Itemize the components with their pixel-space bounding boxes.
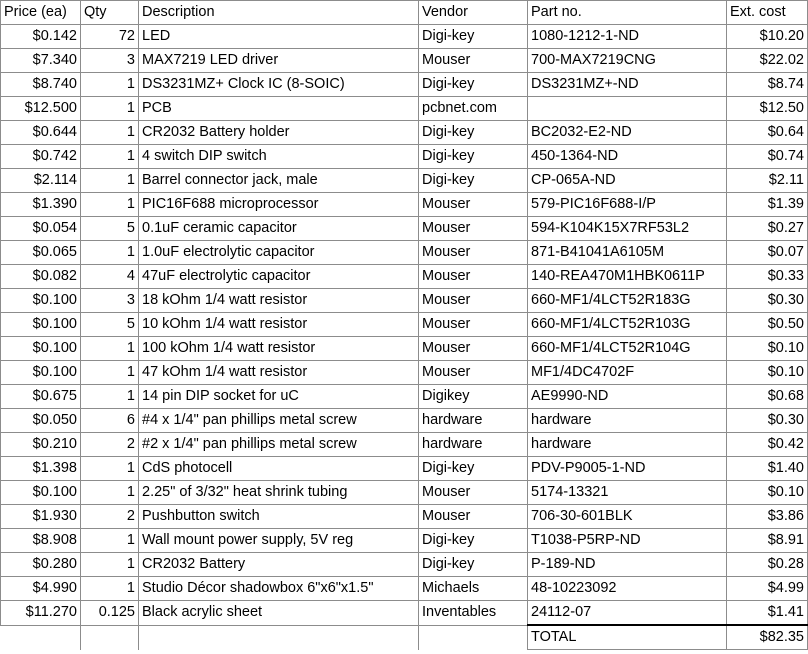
ext-cost-cell: $0.74: [727, 145, 808, 169]
total-label: TOTAL: [528, 625, 727, 650]
description-cell: CR2032 Battery holder: [139, 121, 419, 145]
ext-cost-cell: $0.10: [727, 337, 808, 361]
qty-cell: 1: [81, 169, 139, 193]
blank-cell: [1, 625, 81, 650]
qty-cell: 5: [81, 217, 139, 241]
ext-cost-cell: $0.68: [727, 385, 808, 409]
part-no-cell: 5174-13321: [528, 481, 727, 505]
table-row: [1, 49, 808, 73]
table-row: [1, 409, 808, 433]
part-no-cell: 1080-1212-1-ND: [528, 25, 727, 49]
description-cell: #4 x 1/4" pan phillips metal screw: [139, 409, 419, 433]
ext-cost-cell: $0.64: [727, 121, 808, 145]
table-row: [1, 289, 808, 313]
table-row: [1, 313, 808, 337]
part-no-cell: 700-MAX7219CNG: [528, 49, 727, 73]
qty-cell: 3: [81, 289, 139, 313]
price-cell: $0.082: [1, 265, 81, 289]
table-row: [1, 529, 808, 553]
vendor-cell: Inventables: [419, 601, 528, 626]
qty-cell: 72: [81, 25, 139, 49]
qty-cell: 6: [81, 409, 139, 433]
header-ext-cost: Ext. cost: [727, 1, 808, 25]
qty-cell: 0.125: [81, 601, 139, 626]
description-cell: 4 switch DIP switch: [139, 145, 419, 169]
ext-cost-cell: $0.28: [727, 553, 808, 577]
vendor-cell: Michaels: [419, 577, 528, 601]
header-description: Description: [139, 1, 419, 25]
header-row: [1, 1, 808, 25]
price-cell: $7.340: [1, 49, 81, 73]
price-cell: $2.114: [1, 169, 81, 193]
description-cell: Barrel connector jack, male: [139, 169, 419, 193]
vendor-cell: Mouser: [419, 505, 528, 529]
table-row: [1, 169, 808, 193]
qty-cell: 1: [81, 97, 139, 121]
table-row: [1, 505, 808, 529]
header-vendor: Vendor: [419, 1, 528, 25]
blank-cell: [419, 625, 528, 650]
qty-cell: 1: [81, 385, 139, 409]
qty-cell: 4: [81, 265, 139, 289]
description-cell: 18 kOhm 1/4 watt resistor: [139, 289, 419, 313]
qty-cell: 1: [81, 481, 139, 505]
table-row: [1, 97, 808, 121]
table-row: [1, 265, 808, 289]
header-part-no: Part no.: [528, 1, 727, 25]
part-no-cell: MF1/4DC4702F: [528, 361, 727, 385]
ext-cost-cell: $0.30: [727, 409, 808, 433]
ext-cost-cell: $3.86: [727, 505, 808, 529]
part-no-cell: DS3231MZ+-ND: [528, 73, 727, 97]
part-no-cell: 660-MF1/4LCT52R183G: [528, 289, 727, 313]
table-row: [1, 121, 808, 145]
table-row: [1, 193, 808, 217]
part-no-cell: hardware: [528, 409, 727, 433]
table-row: [1, 241, 808, 265]
qty-cell: 1: [81, 529, 139, 553]
price-cell: $1.398: [1, 457, 81, 481]
price-cell: $0.050: [1, 409, 81, 433]
part-no-cell: P-189-ND: [528, 553, 727, 577]
ext-cost-cell: $8.91: [727, 529, 808, 553]
table-row: [1, 553, 808, 577]
vendor-cell: Mouser: [419, 217, 528, 241]
part-no-cell: 871-B41041A6105M: [528, 241, 727, 265]
price-cell: $0.742: [1, 145, 81, 169]
part-no-cell: 48-10223092: [528, 577, 727, 601]
part-no-cell: 660-MF1/4LCT52R103G: [528, 313, 727, 337]
description-cell: 1.0uF electrolytic capacitor: [139, 241, 419, 265]
price-cell: $1.390: [1, 193, 81, 217]
table-row: [1, 73, 808, 97]
description-cell: Black acrylic sheet: [139, 601, 419, 626]
header-qty: Qty: [81, 1, 139, 25]
ext-cost-cell: $8.74: [727, 73, 808, 97]
table-row: [1, 385, 808, 409]
price-cell: $0.100: [1, 289, 81, 313]
vendor-cell: Mouser: [419, 49, 528, 73]
qty-cell: 1: [81, 145, 139, 169]
ext-cost-cell: $1.41: [727, 601, 808, 626]
price-cell: $0.644: [1, 121, 81, 145]
qty-cell: 1: [81, 553, 139, 577]
vendor-cell: Digikey: [419, 385, 528, 409]
vendor-cell: Mouser: [419, 289, 528, 313]
vendor-cell: pcbnet.com: [419, 97, 528, 121]
blank-cell: [139, 625, 419, 650]
part-no-cell: T1038-P5RP-ND: [528, 529, 727, 553]
description-cell: 47uF electrolytic capacitor: [139, 265, 419, 289]
vendor-cell: Mouser: [419, 193, 528, 217]
vendor-cell: Mouser: [419, 481, 528, 505]
ext-cost-cell: $0.07: [727, 241, 808, 265]
vendor-cell: Digi-key: [419, 457, 528, 481]
table-row: [1, 361, 808, 385]
table-row: [1, 217, 808, 241]
ext-cost-cell: $22.02: [727, 49, 808, 73]
description-cell: 14 pin DIP socket for uC: [139, 385, 419, 409]
description-cell: #2 x 1/4" pan phillips metal screw: [139, 433, 419, 457]
ext-cost-cell: $0.50: [727, 313, 808, 337]
description-cell: MAX7219 LED driver: [139, 49, 419, 73]
qty-cell: 1: [81, 241, 139, 265]
qty-cell: 2: [81, 505, 139, 529]
vendor-cell: Mouser: [419, 361, 528, 385]
price-cell: $0.100: [1, 337, 81, 361]
price-cell: $0.100: [1, 313, 81, 337]
ext-cost-cell: $0.10: [727, 481, 808, 505]
part-no-cell: 594-K104K15X7RF53L2: [528, 217, 727, 241]
qty-cell: 1: [81, 73, 139, 97]
part-no-cell: 579-PIC16F688-I/P: [528, 193, 727, 217]
table-body: [1, 25, 808, 626]
table-row: [1, 601, 808, 626]
price-cell: $0.280: [1, 553, 81, 577]
price-cell: $0.065: [1, 241, 81, 265]
vendor-cell: Mouser: [419, 337, 528, 361]
total-value: $82.35: [727, 625, 808, 650]
vendor-cell: Digi-key: [419, 169, 528, 193]
qty-cell: 1: [81, 361, 139, 385]
part-no-cell: 140-REA470M1HBK0611P: [528, 265, 727, 289]
vendor-cell: Digi-key: [419, 121, 528, 145]
qty-cell: 1: [81, 457, 139, 481]
price-cell: $0.142: [1, 25, 81, 49]
table-row: [1, 25, 808, 49]
vendor-cell: Mouser: [419, 313, 528, 337]
vendor-cell: Digi-key: [419, 73, 528, 97]
price-cell: $8.740: [1, 73, 81, 97]
qty-cell: 5: [81, 313, 139, 337]
description-cell: 0.1uF ceramic capacitor: [139, 217, 419, 241]
price-cell: $0.100: [1, 361, 81, 385]
ext-cost-cell: $12.50: [727, 97, 808, 121]
ext-cost-cell: $0.27: [727, 217, 808, 241]
qty-cell: 3: [81, 49, 139, 73]
ext-cost-cell: $4.99: [727, 577, 808, 601]
blank-cell: [81, 625, 139, 650]
qty-cell: 2: [81, 433, 139, 457]
description-cell: CdS photocell: [139, 457, 419, 481]
description-cell: 10 kOhm 1/4 watt resistor: [139, 313, 419, 337]
table-row: [1, 337, 808, 361]
description-cell: PCB: [139, 97, 419, 121]
ext-cost-cell: $1.39: [727, 193, 808, 217]
vendor-cell: Digi-key: [419, 529, 528, 553]
part-no-cell: AE9990-ND: [528, 385, 727, 409]
ext-cost-cell: $0.42: [727, 433, 808, 457]
ext-cost-cell: $0.33: [727, 265, 808, 289]
part-no-cell: BC2032-E2-ND: [528, 121, 727, 145]
description-cell: 47 kOhm 1/4 watt resistor: [139, 361, 419, 385]
table-row: [1, 481, 808, 505]
description-cell: PIC16F688 microprocessor: [139, 193, 419, 217]
part-no-cell: 706-30-601BLK: [528, 505, 727, 529]
part-no-cell: CP-065A-ND: [528, 169, 727, 193]
price-cell: $0.210: [1, 433, 81, 457]
total-row: [1, 625, 808, 650]
price-cell: $12.500: [1, 97, 81, 121]
part-no-cell: 24112-07: [528, 601, 727, 626]
ext-cost-cell: $10.20: [727, 25, 808, 49]
description-cell: CR2032 Battery: [139, 553, 419, 577]
table-row: [1, 145, 808, 169]
vendor-cell: hardware: [419, 433, 528, 457]
price-cell: $11.270: [1, 601, 81, 626]
table-row: [1, 433, 808, 457]
header-price: Price (ea): [1, 1, 81, 25]
table-row: [1, 457, 808, 481]
vendor-cell: Mouser: [419, 241, 528, 265]
qty-cell: 1: [81, 337, 139, 361]
ext-cost-cell: $2.11: [727, 169, 808, 193]
price-cell: $4.990: [1, 577, 81, 601]
description-cell: Studio Décor shadowbox 6"x6"x1.5": [139, 577, 419, 601]
part-no-cell: PDV-P9005-1-ND: [528, 457, 727, 481]
ext-cost-cell: $1.40: [727, 457, 808, 481]
description-cell: LED: [139, 25, 419, 49]
price-cell: $0.675: [1, 385, 81, 409]
price-cell: $1.930: [1, 505, 81, 529]
description-cell: Wall mount power supply, 5V reg: [139, 529, 419, 553]
qty-cell: 1: [81, 577, 139, 601]
ext-cost-cell: $0.10: [727, 361, 808, 385]
vendor-cell: Mouser: [419, 265, 528, 289]
part-no-cell: 450-1364-ND: [528, 145, 727, 169]
price-cell: $0.054: [1, 217, 81, 241]
part-no-cell: [528, 97, 727, 121]
vendor-cell: Digi-key: [419, 25, 528, 49]
price-cell: $0.100: [1, 481, 81, 505]
part-no-cell: hardware: [528, 433, 727, 457]
table-row: [1, 577, 808, 601]
description-cell: DS3231MZ+ Clock IC (8-SOIC): [139, 73, 419, 97]
qty-cell: 1: [81, 121, 139, 145]
vendor-cell: Digi-key: [419, 553, 528, 577]
price-cell: $8.908: [1, 529, 81, 553]
description-cell: Pushbutton switch: [139, 505, 419, 529]
qty-cell: 1: [81, 193, 139, 217]
description-cell: 2.25" of 3/32" heat shrink tubing: [139, 481, 419, 505]
part-no-cell: 660-MF1/4LCT52R104G: [528, 337, 727, 361]
ext-cost-cell: $0.30: [727, 289, 808, 313]
vendor-cell: hardware: [419, 409, 528, 433]
description-cell: 100 kOhm 1/4 watt resistor: [139, 337, 419, 361]
vendor-cell: Digi-key: [419, 145, 528, 169]
